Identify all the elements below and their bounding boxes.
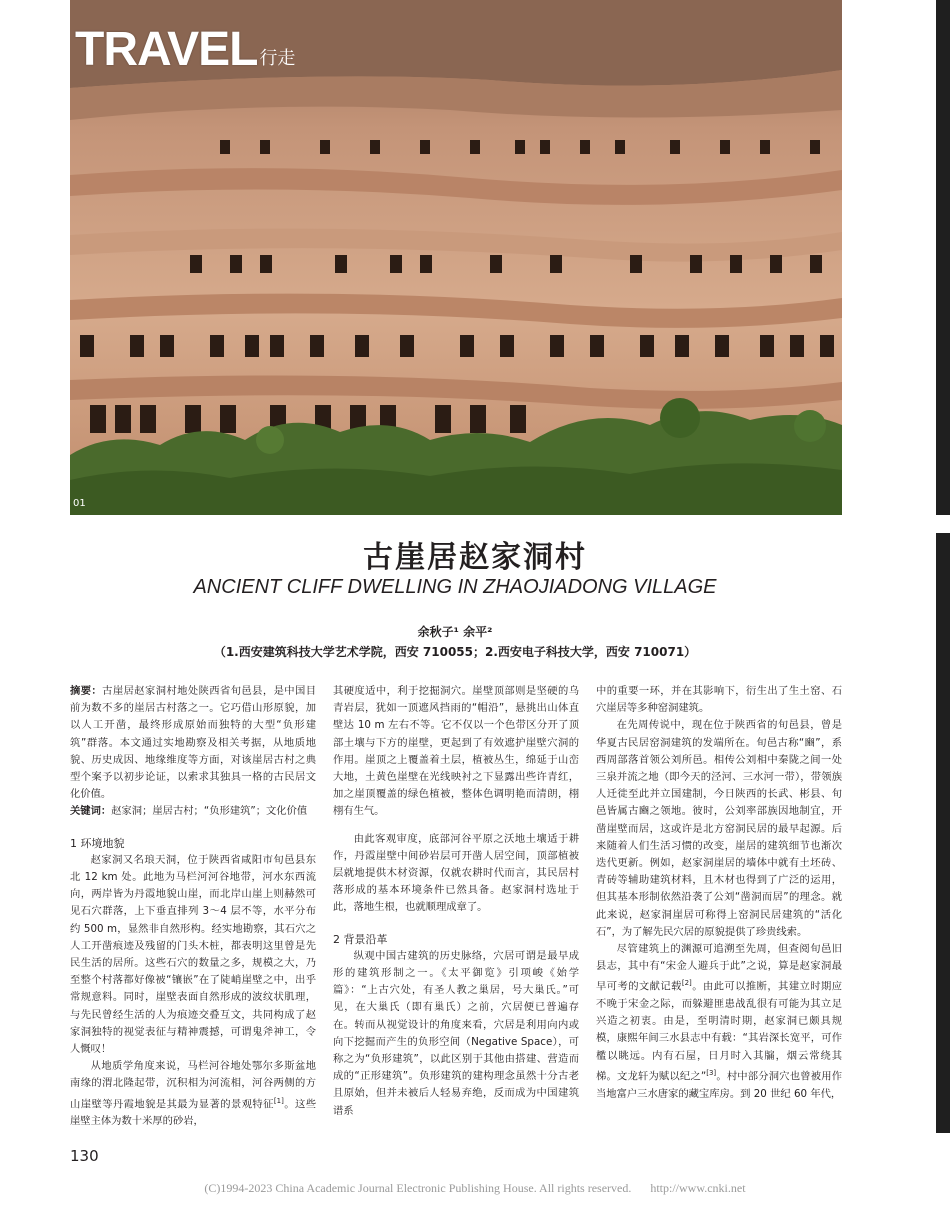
cave-opening <box>760 335 774 357</box>
page-number: 130 <box>70 1147 99 1165</box>
cave-opening <box>510 405 526 433</box>
cave-opening <box>335 255 347 273</box>
abstract-text: 古崖居赵家洞村地处陕西省旬邑县，是中国目前为数不多的崖居古村落之一。它巧借山形原貌，加以人工开凿，最终形成原始而独特的大型“负形建筑”群落。本文通过实地勘察及相关考据，从地质地貌、历史成因、地缘维度等方面，对该崖居古村之典型个案予以初步论证，以索求其独具一格的古民居文化价值。 <box>70 685 317 801</box>
paragraph-text: 从地质学角度来说，马栏河谷地处鄂尔多斯盆地南缘的渭北隆起带，沉积相为河流相，河谷两侧的方山崖壁等丹霞地貌是其最为显著的景观特征 <box>70 1060 316 1111</box>
paragraph: 赵家洞又名琅天洞，位于陕西省咸阳市旬邑县东北 12 km 处。此地为马栏河河谷地带，河水东西流向，两岸皆为丹霞地貌山崖，而北岸山崖上则赫然可见石穴群落，上下垂直排列 3～4 层不等，水平分布约 500 m，显然非自然形构。经实地勘察，其石穴之人工开凿痕迹及残留的门头木桩，都表明这里曾是先民生活的居所。这些石穴的数量之多，规模之大，乃至整个村落都好像被“镶嵌”在了陡峭崖壁之中，出乎常规意料。同时，崖壁表面自然形成的波纹状肌理，与先民曾经生活的人为痕迹交叠互文，共同构成了赵家洞独特的视觉表征与精神震撼，可谓鬼斧神工，令人慨叹！ <box>70 853 316 1056</box>
cave-opening <box>470 140 480 154</box>
cave-opening <box>720 140 730 154</box>
cave-opening <box>770 255 782 273</box>
cave-opening <box>400 335 414 357</box>
cave-opening <box>185 405 201 433</box>
cave-opening <box>130 335 144 357</box>
cave-opening <box>630 255 642 273</box>
article-authors: 余秋子¹ 余平² <box>417 625 493 639</box>
cave-opening <box>190 255 202 273</box>
cave-opening <box>640 335 654 357</box>
cave-opening <box>260 140 270 154</box>
cave-opening <box>690 255 702 273</box>
paragraph: 纵观中国古建筑的历史脉络，穴居可谓是最早成形的建筑形制之一。《太平御览》引项峻《始学篇》：“上古穴处，有圣人教之巢居，号大巢氏。”可见，在大巢氏（即有巢氏）之前，穴居便已普遍存在。转而从视觉设计的角度来看，穴居是利用向内或向下挖掘而产生的负形空间（Negative Space），可称之为“负形建筑”，以此区别于其他由搭建、营造而成的“正形建筑”。负形建筑的建构理念虽然十分古老且原始，但并未被后人轻易弃绝，反而成为中国建筑谱系 <box>333 949 579 1117</box>
cave-opening <box>670 140 680 154</box>
cave-opening <box>590 335 604 357</box>
page-edge-strip-top <box>936 0 950 515</box>
section-heading-2: 2 背景沿革 <box>333 932 388 946</box>
cave-opening <box>210 335 224 357</box>
cave-opening <box>460 335 474 357</box>
footer-url: http://www.cnki.net <box>650 1181 746 1195</box>
cave-opening <box>370 140 380 154</box>
cave-opening <box>490 255 502 273</box>
cave-opening <box>715 335 729 357</box>
cave-opening <box>470 405 486 433</box>
cave-opening <box>420 255 432 273</box>
figure-number: 01 <box>73 498 86 509</box>
cave-opening <box>115 405 131 433</box>
cave-opening <box>260 255 272 273</box>
cave-opening <box>245 335 259 357</box>
cave-opening <box>615 140 625 154</box>
paragraph-text: 。由此可以推断，其建立时期应不晚于宋金之际，而躲避匪患战乱很有可能为其立足兴造之初衷。由是，至明清时期，赵家洞已颇具规模，康熙年间三水县志中有载：“其岩深长宽平，可作檻以眺远。内有石屋，日月时入其牖，烟云常绕其梯。文龙轩为赋以纪之” <box>596 980 843 1083</box>
cave-opening <box>820 335 834 357</box>
cave-opening <box>550 255 562 273</box>
cave-opening <box>140 405 156 433</box>
footer <box>0 1181 950 1196</box>
text-column-3 <box>596 683 842 1103</box>
article-title-en: ANCIENT CLIFF DWELLING IN ZHAOJIADONG VILLAGE <box>193 576 717 598</box>
cave-opening <box>355 335 369 357</box>
cave-opening <box>320 140 330 154</box>
cave-opening <box>90 405 106 433</box>
cave-opening <box>810 140 820 154</box>
keywords-label: 关键词： <box>70 805 112 818</box>
article-title-cn: 古崖居赵家洞村 <box>363 540 587 575</box>
cave-opening <box>80 335 94 357</box>
cave-opening <box>550 335 564 357</box>
reference-mark: [1] <box>273 1096 284 1105</box>
text-column-2 <box>333 683 579 1120</box>
cave-opening <box>540 140 550 154</box>
author-affiliation: （1.西安建筑科技大学艺术学院，西安 710055；2.西安电子科技大学，西安 710071） <box>213 645 697 659</box>
paragraph <box>70 1058 316 1130</box>
cave-opening <box>220 140 230 154</box>
section-logo <box>75 23 296 76</box>
cave-opening <box>160 335 174 357</box>
text-column-1 <box>70 683 316 1131</box>
cave-opening <box>730 255 742 273</box>
cave-opening <box>310 335 324 357</box>
cave-opening <box>760 140 770 154</box>
cave-opening <box>580 140 590 154</box>
cliff-dwelling-photo <box>70 0 842 515</box>
section-logo-cn: 行走 <box>259 48 296 69</box>
cave-opening <box>435 405 451 433</box>
paragraph: 在先周传说中，现在位于陕西省的旬邑县，曾是华夏古民居窑洞建筑的发端所在。旬邑古称“豳”，系西周部落首领公刘所邑。相传公刘相中秦陇之间一处三泉并流之地（即今天的泾河、三水河一带），带领族人迁徙至此并立国建制，今日陕西的长武、彬县、旬邑皆属古豳之领地。彼时，公刘率部族因地制宜，开凿崖壁而居，这或许是北方窑洞民居的最早起源。后来随着人们生活习惯的改变，崖居的建筑细节也渐次迭代更新。例如，赵家洞崖居的墙体中就有土坯砖、青砖等辅助建筑材料，且木材也得到了广泛的运用，但其基本形制依然沿袭了公刘“凿洞而居”的理念。就此来说，赵家洞崖居可称得上窑洞民居建筑的“活化石”，为了解先民穴居的原貌提供了珍贵线索。 <box>596 719 842 938</box>
cave-opening <box>270 335 284 357</box>
cave-opening <box>810 255 822 273</box>
reference-mark: [3] <box>706 1068 717 1077</box>
paragraph-text: 尽管建筑上的渊源可追溯至先周，但查阅旬邑旧县志，其中有“宋金人避兵于此”之说，算是赵家洞最早可考的文献记载 <box>596 943 842 993</box>
cave-opening <box>220 405 236 433</box>
page-edge-strip-bottom <box>936 533 950 1133</box>
cave-opening <box>500 335 514 357</box>
paragraph: 中的重要一环，并在其影响下，衍生出了生土窑、石穴崖居等多种窑洞建筑。 <box>596 685 842 715</box>
cave-opening <box>515 140 525 154</box>
paragraph-text: 。这些崖壁主体为数十米厚的砂岩， <box>70 1098 317 1128</box>
reference-mark: [2] <box>681 979 692 988</box>
section-logo-word: TRAVEL <box>75 23 258 76</box>
paragraph-text: 。村中部分洞穴也曾被用作当地富户三水唐家的藏宝库房。到 20 世纪 60 年代， <box>596 1070 842 1100</box>
paragraph <box>596 941 842 1103</box>
paragraph: 其硬度适中，利于挖掘洞穴。崖壁顶部则是坚硬的乌青岩层，犹如一顶遮风挡雨的“帽沿”，悬挑出山体直壁达 10 m 左右不等。它不仅以一个色带区分开了顶部土壤与下方的崖壁，更起到了有效遮护崖壁穴洞的作用。崖顶之上覆盖着土层，植被丛生，绵延于山峦大地，土黄色崖壁在光线映衬之下显露出些许青红，加之崖顶覆盖的绿色植被，整体色调明艳而清朗，栩栩有生气。 <box>333 685 579 818</box>
abstract <box>70 683 316 803</box>
paragraph: 由此客观审度，底部河谷平原之沃地土壤适于耕作，丹霞崖壁中间砂岩层可开凿人居空间，顶部植被层就地提供木材资源，仅就农耕时代而言，其民居村落形成的基本环境条件已然具备。赵家洞村选址于此，落地生根，也就顺理成章了。 <box>333 832 579 914</box>
cave-opening <box>390 255 402 273</box>
cave-opening <box>230 255 242 273</box>
cave-opening <box>790 335 804 357</box>
cave-opening <box>675 335 689 357</box>
keywords-text: 赵家洞；崖居古村；“负形建筑”；文化价值 <box>111 805 308 818</box>
keywords <box>70 803 316 820</box>
abstract-label: 摘要： <box>70 685 103 697</box>
cave-opening <box>420 140 430 154</box>
section-heading-1: 1 环境地貌 <box>70 836 125 850</box>
footer-copyright: (C)1994-2023 China Academic Journal Electronic Publishing House. All rights reserved. <box>204 1181 632 1195</box>
